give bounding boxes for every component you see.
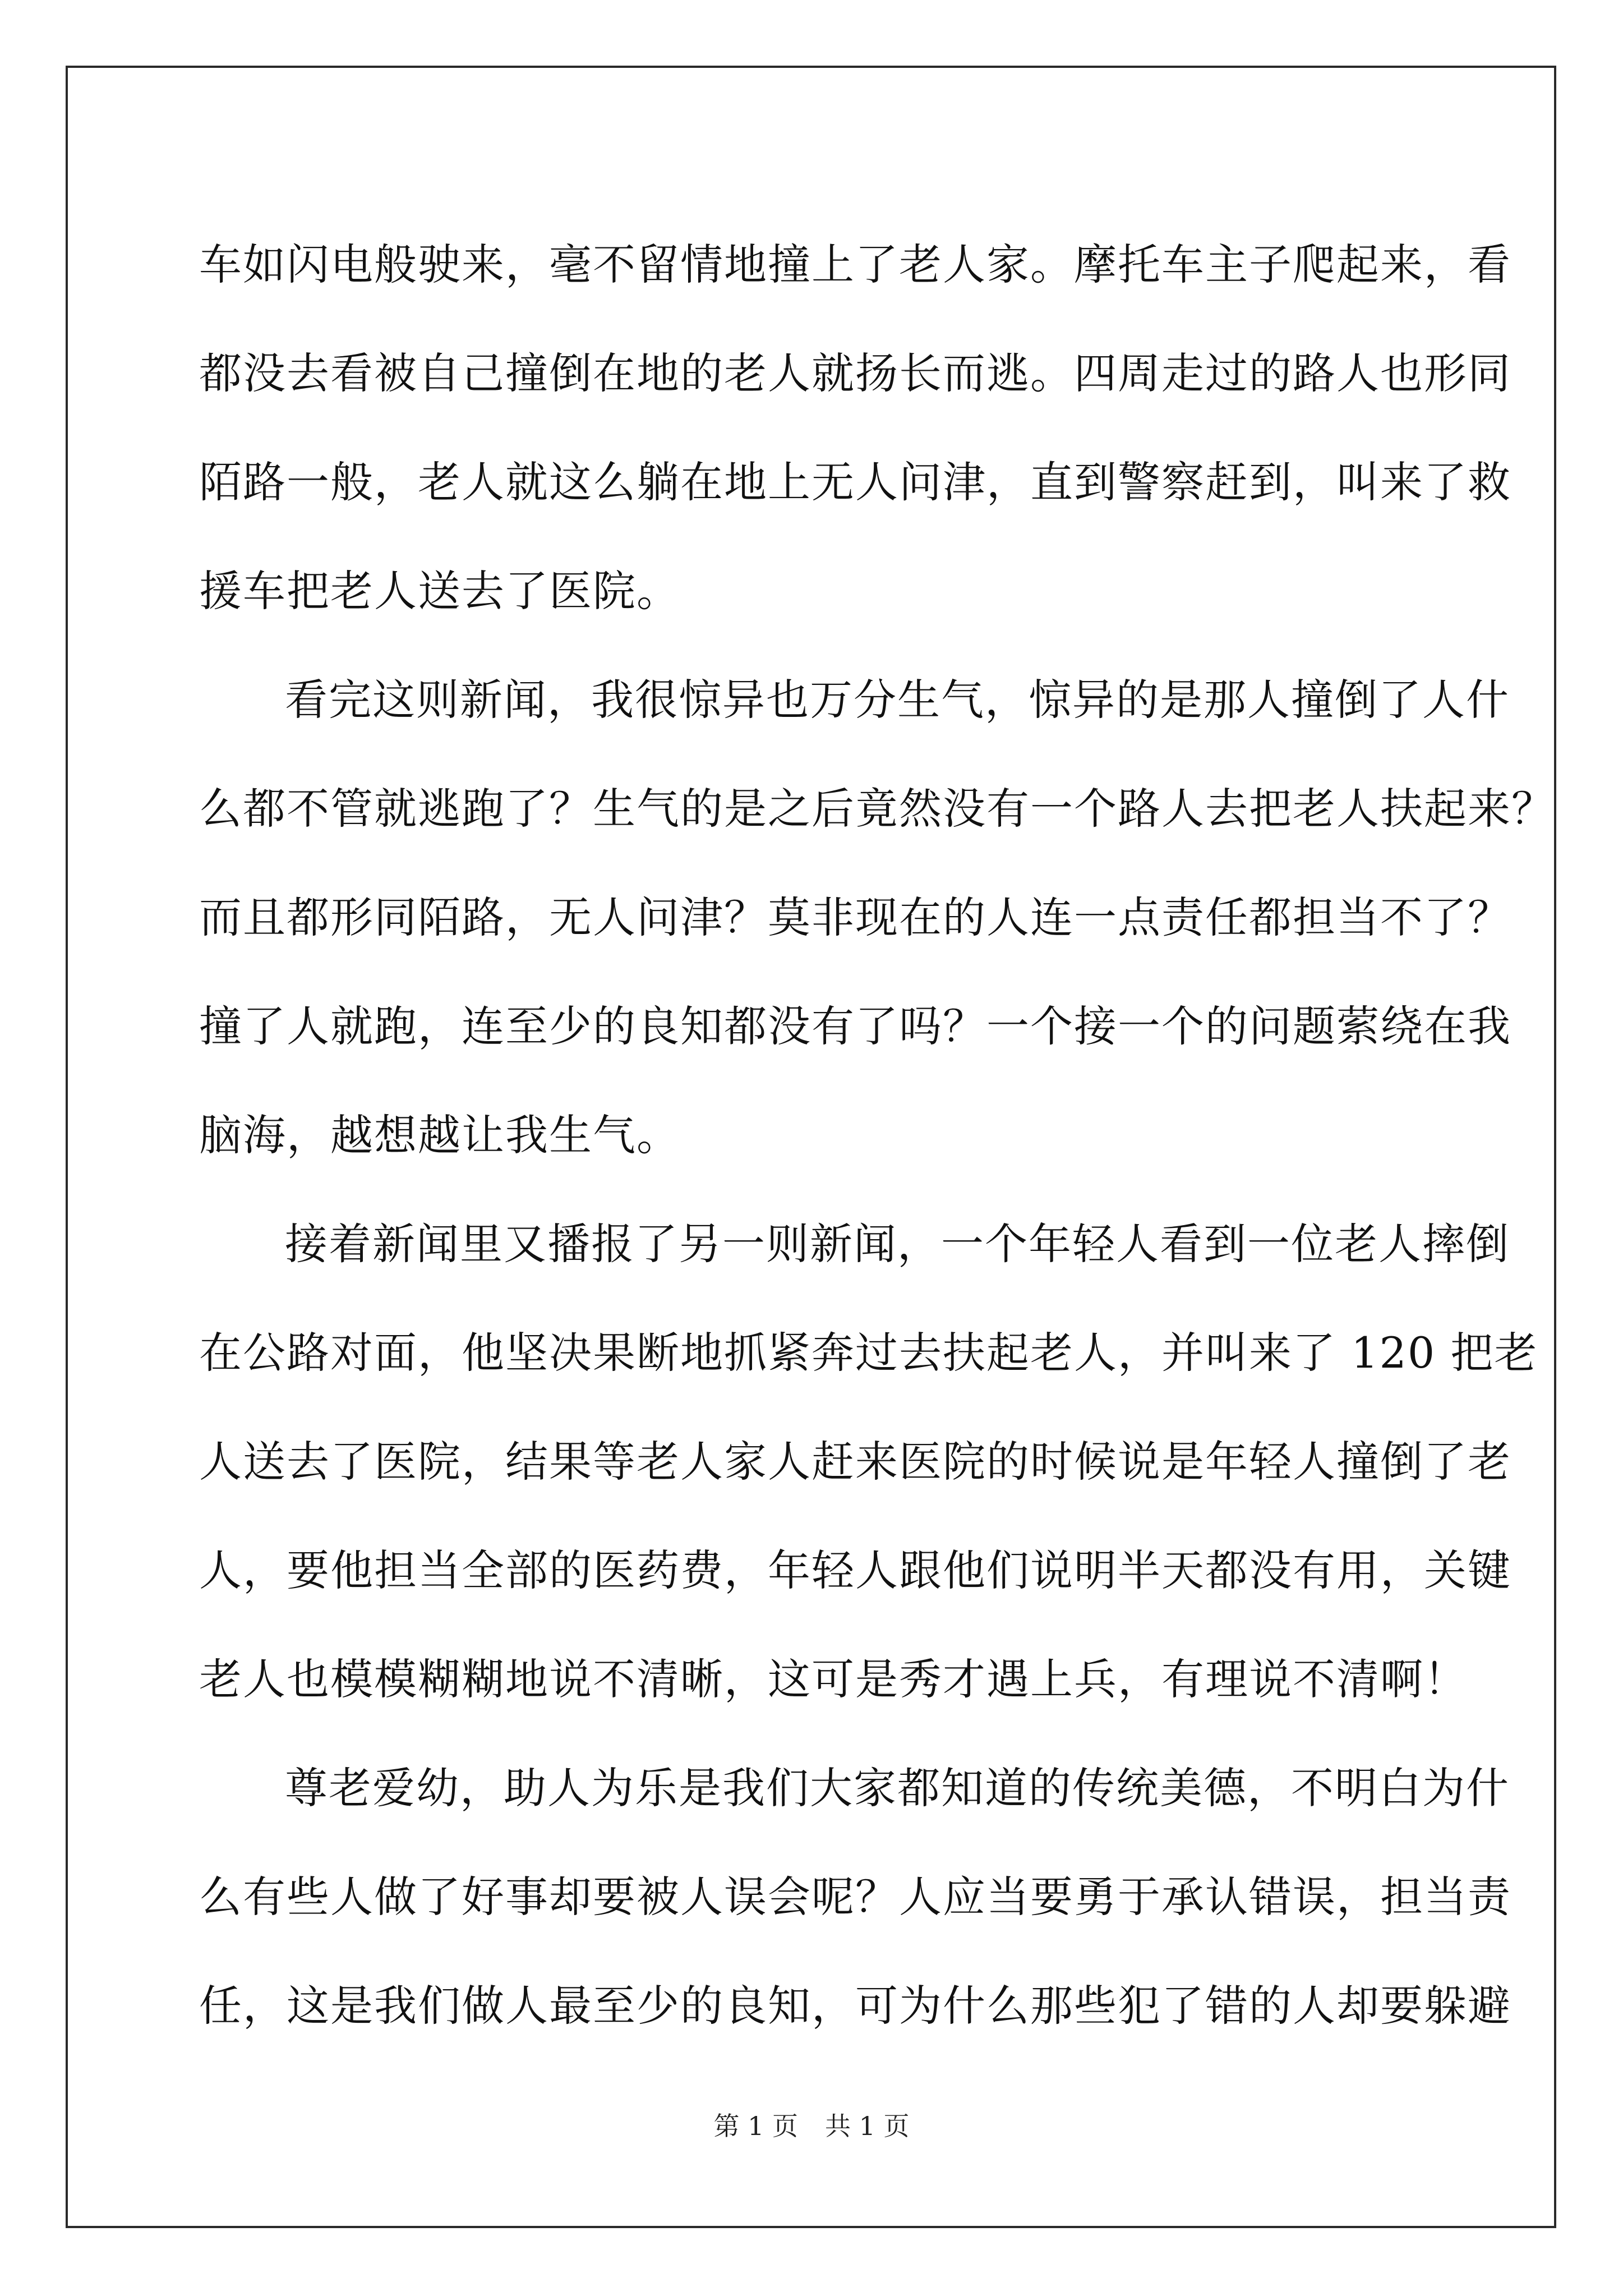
page-number-current: 第 1 页 <box>713 2111 798 2141</box>
text-line: 人送去了医院，结果等老人家人赶来医院的时候说是年轻人撞倒了老 <box>199 1437 1511 1487</box>
text-line: 陌路一般，老人就这么躺在地上无人问津，直到警察赶到，叫来了救 <box>199 457 1511 507</box>
text-line: 援车把老人送去了医院。 <box>199 566 680 616</box>
paragraph-first-line: 尊老爱幼，助人为乐是我们大家都知道的传统美德，不明白为什 <box>285 1763 1510 1813</box>
text-line: 么都不管就逃跑了？生气的是之后竟然没有一个路人去把老人扶起来？ <box>199 784 1555 834</box>
text-line: 撞了人就跑，连至少的良知都没有了吗？一个接一个的问题萦绕在我 <box>199 1001 1511 1051</box>
text-line: 人，要他担当全部的医药费，年轻人跟他们说明半天都没有用，关键 <box>199 1545 1511 1595</box>
page-number-total: 共 1 页 <box>825 2111 910 2141</box>
text-line: 任，这是我们做人最至少的良知，可为什么那些犯了错的人却要躲避 <box>199 1981 1511 2031</box>
text-line: 脑海，越想越让我生气。 <box>199 1110 680 1160</box>
text-line: 老人也模模糊糊地说不清晰，这可是秀才遇上兵，有理说不清啊！ <box>199 1654 1468 1704</box>
text-line: 在公路对面，他坚决果断地抓紧奔过去扶起老人，并叫来了 120 把老 <box>199 1328 1538 1378</box>
page-footer <box>0 2109 1623 2143</box>
paragraph-first-line: 接着新闻里又播报了另一则新闻，一个年轻人看到一位老人摔倒 <box>285 1219 1510 1269</box>
text-line: 都没去看被自己撞倒在地的老人就扬长而逃。四周走过的路人也形同 <box>199 348 1511 398</box>
paragraph-first-line: 看完这则新闻，我很惊异也万分生气，惊异的是那人撞倒了人什 <box>285 675 1510 725</box>
text-line: 车如闪电般驶来，毫不留情地撞上了老人家。摩托车主子爬起来，看 <box>199 240 1511 289</box>
text-line: 么有些人做了好事却要被人误会呢？人应当要勇于承认错误，担当责 <box>199 1872 1511 1922</box>
document-body <box>199 210 1555 2060</box>
text-line: 而且都形同陌路，无人问津？莫非现在的人连一点责任都担当不了？ <box>199 892 1511 942</box>
